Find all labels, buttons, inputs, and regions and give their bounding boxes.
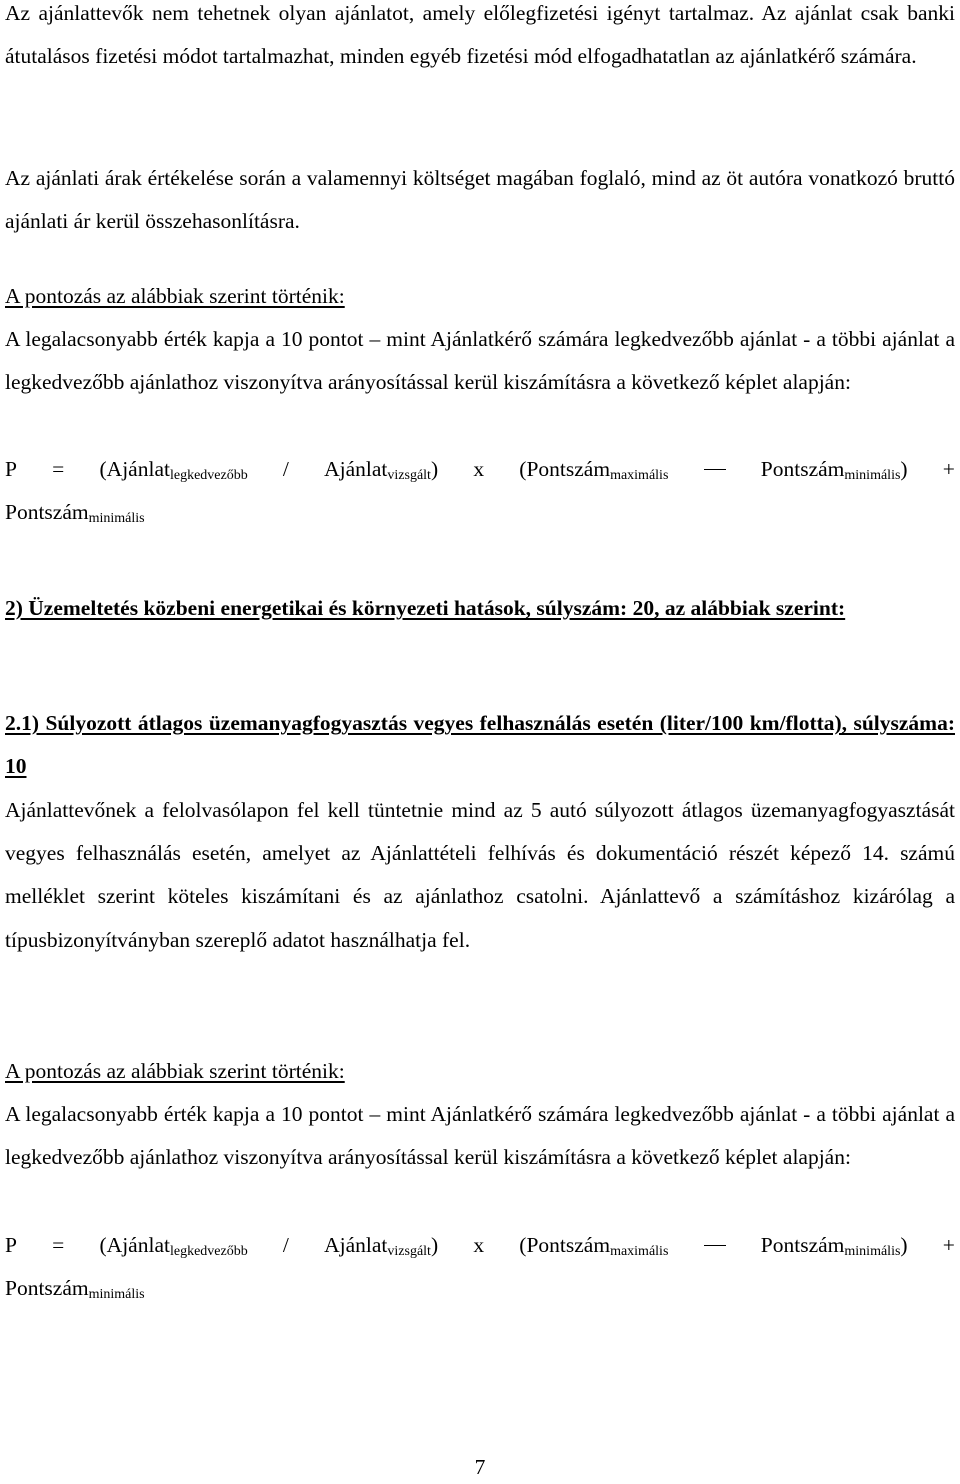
scoring-heading-1 [5, 275, 955, 318]
formula-score-min-2: Pontszám$_{minimális}$ [5, 500, 145, 527]
paragraph-advance-payment: Az ajánlattevők nem tehetnek olyan ajánlatot, amely előlegfizetési igényt tartalmaz. Az ajánlat csak banki átutalásos fizetési módot tartalmazhat, minden egyéb fizetési mód elfogadhatatlan az ajánlatkérő számára. [5, 1, 955, 69]
formula-times: x [473, 457, 485, 481]
formula-plus: + [942, 1233, 955, 1257]
scoring-heading-1-text: A pontozás az alábbiak szerint történik: [5, 284, 345, 308]
formula-score-max: (Pontszám$_{maximális}$ [519, 1233, 669, 1259]
scoring-text-2: A legalacsonyabb érték kapja a 10 pontot – mint Ajánlatkérő számára legkedvezőbb ajánlat - a többi ajánlat a legkedvezőbb ajánlathoz viszonyítva arányosítással kerül kiszámításra a következő képlet alapján: [5, 1102, 955, 1170]
formula-offer-best: (Ajánlat$_{legkedvezőbb}$ [99, 457, 248, 483]
scoring-heading-2-text: A pontozás az alábbiak szerint történik: [5, 1059, 345, 1083]
formula-minus [704, 469, 726, 470]
formula-slash: / [282, 1233, 289, 1257]
formula-offer-eval: Ajánlat$_{vizsgált}$) [324, 1233, 439, 1259]
formula-eq: = [52, 1233, 65, 1257]
scoring-heading-2 [5, 1050, 955, 1093]
paragraph-price-evaluation: Az ajánlati árak értékelése során a valamennyi költséget magában foglaló, mind az öt autóra vonatkozó bruttó ajánlati ár kerül összehasonlításra. [5, 166, 955, 234]
formula-plus: + [942, 457, 955, 481]
formula-score-min: Pontszám$_{minimális}$) [760, 1233, 908, 1259]
page-number: 7 [474, 1455, 486, 1479]
section-2-heading-text: 2) Üzemeltetés közbeni energetikai és környezeti hatások, súlyszám: 20, az alábbiak szerint: [5, 596, 846, 620]
section-2-heading [5, 587, 955, 630]
section-2-1-heading [5, 702, 955, 788]
scoring-text-1: A legalacsonyabb érték kapja a 10 pontot – mint Ajánlatkérő számára legkedvezőbb ajánlat - a többi ajánlat a legkedvezőbb ajánlathoz viszonyítva arányosítással kerül kiszámításra a következő képlet alapján: [5, 327, 955, 395]
formula-times: x [473, 1233, 485, 1257]
formula-slash: / [282, 457, 289, 481]
section-2-1-text: Ajánlattevőnek a felolvasólapon fel kell tüntetnie mind az 5 autó súlyozott átlagos üzemanyagfogyasztását vegyes felhasználás esetén, amelyet az Ajánlattételi felhívás és dokumentáció részét képező 14. számú melléklet szerint köteles kiszámítani és az ajánlathoz csatolni. Ajánlattevő a számításhoz kizárólag a típusbizonyítványban szereplő adatot használhatja fel. [5, 798, 955, 952]
formula-score-max: (Pontszám$_{maximális}$ [519, 457, 669, 483]
formula-offer-best: (Ajánlat$_{legkedvezőbb}$ [99, 1233, 248, 1259]
formula-eq: = [52, 457, 65, 481]
formula-p: P [5, 1233, 17, 1257]
formula-p: P [5, 457, 17, 481]
section-2-1-heading-text: 2.1) Súlyozott átlagos üzemanyagfogyasztás vegyes felhasználás esetén (liter/100 km/flotta), súlyszáma: 10 [5, 711, 955, 779]
formula-1 [5, 448, 955, 534]
formula-offer-eval: Ajánlat$_{vizsgált}$) [324, 457, 439, 483]
formula-2 [5, 1224, 955, 1310]
formula-score-min-2: Pontszám$_{minimális}$ [5, 1276, 145, 1303]
formula-minus [704, 1245, 726, 1246]
formula-score-min: Pontszám$_{minimális}$) [760, 457, 908, 483]
